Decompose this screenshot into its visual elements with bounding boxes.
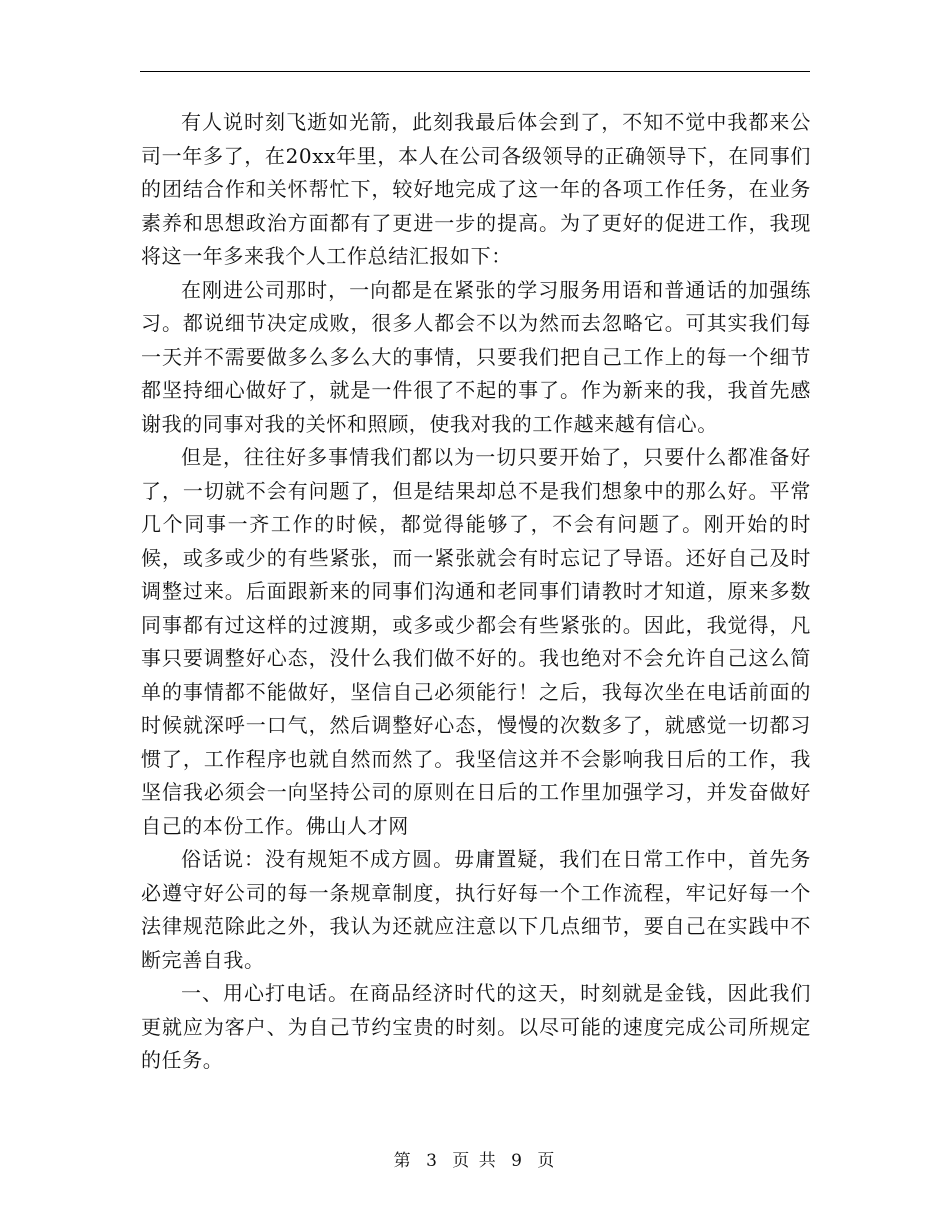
paragraph-2: 在刚进公司那时，一向都是在紧张的学习服务用语和普通话的加强练习。都说细节决定成败，很多人都会不以为然而去忽略它。可其实我们每一天并不需要做多么多么大的事情，只要我们把自己工作上的每一个细节都坚持细心做好了，就是一件很了不起的事了。作为新来的我，我首先感谢我的同事对我的关怀和照顾，使我对我的工作越来越有信心。	[141, 277, 811, 436]
footer-suffix: 页	[537, 1151, 557, 1171]
footer-prefix: 第	[393, 1151, 413, 1171]
page-footer	[0, 1146, 950, 1171]
paragraph-1: 有人说时刻飞逝如光箭，此刻我最后体会到了，不知不觉中我都来公司一年多了，在20xx年里，本人在公司各级领导的正确领导下，在同事们的团结合作和关怀帮忙下，较好地完成了这一年的各项工作任务，在业务素养和思想政治方面都有了更进一步的提高。为了更好的促进工作，我现将这一年多来我个人工作总结汇报如下：	[141, 110, 811, 268]
footer-middle: 页 共	[452, 1151, 498, 1171]
document-body	[141, 106, 811, 1078]
current-page-number: 3	[426, 1151, 439, 1171]
paragraph-3: 但是，往往好多事情我们都以为一切只要开始了，只要什么都准备好了，一切就不会有问题了，但是结果却总不是我们想象中的那么好。平常几个同事一齐工作的时候，都觉得能够了，不会有问题了。刚开始的时候，或多或少的有些紧张，而一紧张就会有时忘记了导语。还好自己及时调整过来。后面跟新来的同事们沟通和老同事们请教时才知道，原来多数同事都有过这样的过渡期，或多或少都会有些紧张的。因此，我觉得，凡事只要调整好心态，没什么我们做不好的。我也绝对不会允许自己这么简单的事情都不能做好，坚信自己必须能行！之后，我每次坐在电话前面的时候就深呼一口气，然后调整好心态，慢慢的次数多了，就感觉一切都习惯了，工作程序也就自然而然了。我坚信这并不会影响我日后的工作，我坚信我必须会一向坚持公司的原则在日后的工作里加强学习，并发奋做好自己的本份工作。佛山人才网	[141, 445, 811, 838]
total-pages-number: 9	[511, 1151, 524, 1171]
paragraph-4: 俗话说：没有规矩不成方圆。毋庸置疑，我们在日常工作中，首先务必遵守好公司的每一条规章制度，执行好每一个工作流程，牢记好每一个法律规范除此之外，我认为还就应注意以下几点细节，要自己在实践中不断完善自我。	[141, 847, 811, 972]
paragraph-5: 一、用心打电话。在商品经济时代的这天，时刻就是金钱，因此我们更就应为客户、为自己节约宝贵的时刻。以尽可能的速度完成公司所规定的任务。	[141, 981, 811, 1072]
header-rule	[140, 71, 810, 72]
